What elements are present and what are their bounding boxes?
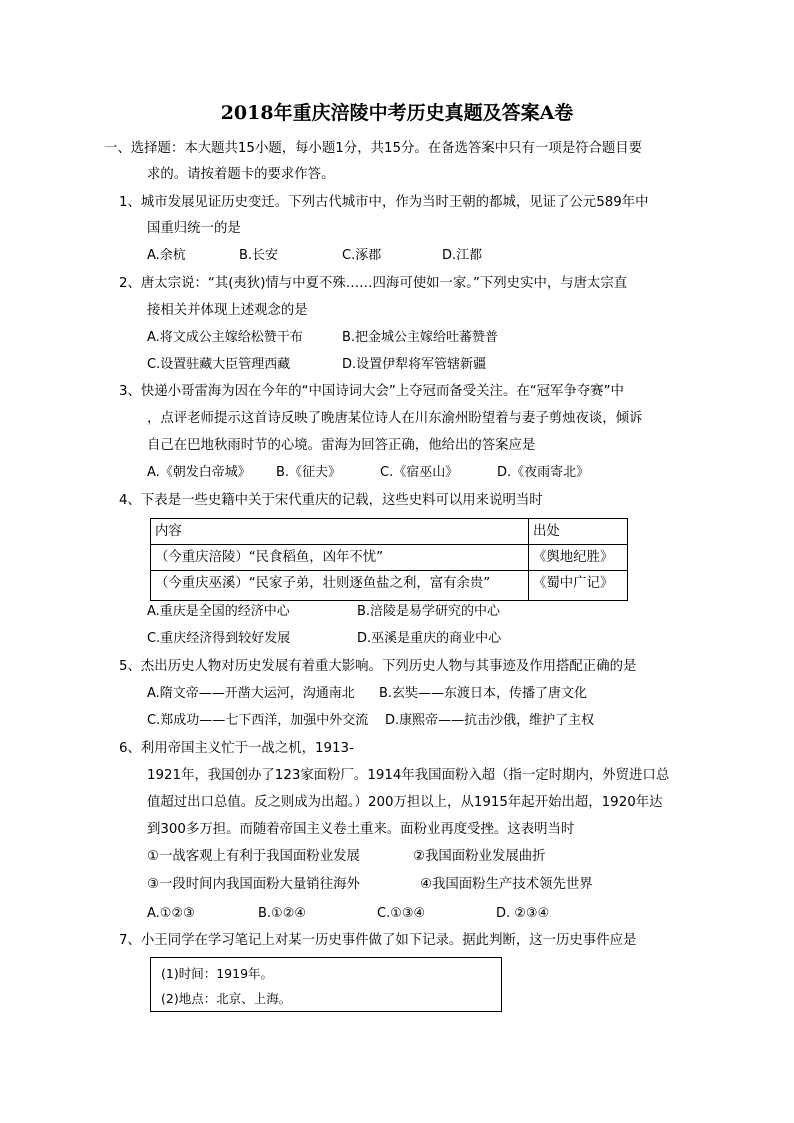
- question-1-option-a: A.余杭: [147, 248, 186, 263]
- question-3-option-d: D.《夜雨寄北》: [497, 465, 590, 480]
- question-2-line2: 接相关并体现上述观念的是: [147, 303, 308, 318]
- question-5-line1: 5、杰出历史人物对历史发展有着重大影响。下列历史人物与其事迹及作用搭配正确的是: [119, 659, 637, 674]
- question-6-statement-3: ③一段时间内我国面粉大量销往海外: [147, 877, 360, 892]
- question-3-option-a: A.《朝发白帝城》: [147, 465, 251, 480]
- table-cell-content: （今重庆涪陵）“民食稻鱼，凶年不忧”: [151, 545, 529, 571]
- question-2-option-d: D.设置伊犁将军管辖新疆: [342, 357, 487, 372]
- question-4-option-c: C.重庆经济得到较好发展: [147, 631, 291, 646]
- question-2-option-a: A.将文成公主嫁给松赞干布: [147, 330, 303, 345]
- question-6-statement-2: ②我国面粉业发展曲折: [413, 849, 546, 864]
- question-1-option-b: B.长安: [239, 248, 279, 263]
- table-header-source: 出处: [529, 519, 628, 545]
- question-5-option-c: C.郑成功——七下西洋，加强中外交流: [147, 713, 369, 728]
- question-5-option-b: B.玄奘——东渡日本，传播了唐文化: [379, 686, 588, 701]
- section-heading-line1: 一、选择题：本大题共15小题，每小题1分，共15分。在备选答案中只有一项是符合题目要: [104, 141, 643, 156]
- question-6-option-b: B.①②④: [258, 906, 307, 921]
- document-title: 2018年重庆涪陵中考历史真题及答案A卷: [220, 102, 574, 124]
- question-3-line1: 3、快递小哥雷海为因在今年的“中国诗词大会”上夺冠而备受关注。在“冠军争夺赛”中: [119, 384, 624, 399]
- section-heading-line2: 求的。请按着题卡的要求作答。: [147, 167, 335, 182]
- note-box: [150, 957, 502, 1012]
- question-4-option-b: B.涪陵是易学研究的中心: [357, 604, 501, 619]
- question-1-line1: 1、城市发展见证历史变迁。下列古代城市中，作为当时王朝的都城，见证了公元589年中: [119, 195, 649, 210]
- table-row: [151, 545, 628, 571]
- question-7-line1: 7、小王同学在学习笔记上对某一历史事件做了如下记录。据此判断，这一历史事件应是: [119, 933, 637, 948]
- note-time: (1)时间：1919年。: [161, 966, 274, 981]
- table-row: [151, 571, 628, 601]
- question-6-option-a: A.①②③: [147, 906, 195, 921]
- question-3-option-b: B.《征夫》: [276, 465, 342, 480]
- question-5-option-d: D.康熙帝——抗击沙俄，维护了主权: [385, 713, 595, 728]
- question-1-option-c: C.涿郡: [342, 248, 382, 263]
- question-5-option-a: A.隋文帝——开凿大运河，沟通南北: [147, 686, 355, 701]
- question-6-line4: 到300多万担。而随着帝国主义卷土重来。面粉业再度受挫。这表明当时: [147, 822, 575, 837]
- question-6-statement-1: ①一战客观上有利于我国面粉业发展: [147, 849, 360, 864]
- question-3-line2: ，点评老师提示这首诗反映了晚唐某位诗人在川东渝州盼望着与妻子剪烛夜谈，倾诉: [147, 411, 643, 426]
- question-6-option-d: D. ②③④: [496, 906, 550, 921]
- table-header-content: 内容: [151, 519, 529, 545]
- question-3-line3: 自己在巴地秋雨时节的心境。雷海为回答正确，他给出的答案应是: [147, 438, 536, 453]
- question-6-statement-4: ④我国面粉生产技术领先世界: [420, 877, 593, 892]
- question-4-line1: 4、下表是一些史籍中关于宋代重庆的记载，这些史料可以用来说明当时: [119, 493, 543, 508]
- note-location: (2)地点：北京、上海。: [161, 991, 292, 1006]
- question-4-option-a: A.重庆是全国的经济中心: [147, 604, 290, 619]
- table-cell-content: （今重庆巫溪）“民家子弟，壮则逐鱼盐之利，富有余贵”: [151, 571, 529, 601]
- table-header-row: [151, 519, 628, 545]
- question-6-option-c: C.①③④: [377, 906, 426, 921]
- question-2-option-b: B.把金城公主嫁给吐蕃赞普: [342, 330, 499, 345]
- question-4-option-d: D.巫溪是重庆的商业中心: [357, 631, 502, 646]
- table-cell-source: 《蜀中广记》: [529, 571, 628, 601]
- question-1-option-d: D.江都: [442, 248, 483, 263]
- question-2-line1: 2、唐太宗说：“其(夷狄)情与中夏不殊……四海可使如一家。”下列史实中，与唐太宗直: [119, 276, 628, 291]
- question-3-option-c: C.《宿巫山》: [380, 465, 459, 480]
- question-1-line2: 国重归统一的是: [147, 221, 241, 236]
- question-6-line1: 6、利用帝国主义忙于一战之机，1913-: [119, 741, 354, 756]
- question-6-line3: 值超过出口总值。反之则成为出超。）200万担以上，从1915年起开始出超，1920年达: [147, 795, 663, 810]
- question-6-line2: 1921年，我国创办了123家面粉厂。1914年我国面粉入超（指一定时期内，外贸进口总: [147, 768, 670, 783]
- source-table: [150, 518, 628, 601]
- question-2-option-c: C.设置驻藏大臣管理西藏: [147, 357, 291, 372]
- table-cell-source: 《舆地纪胜》: [529, 545, 628, 571]
